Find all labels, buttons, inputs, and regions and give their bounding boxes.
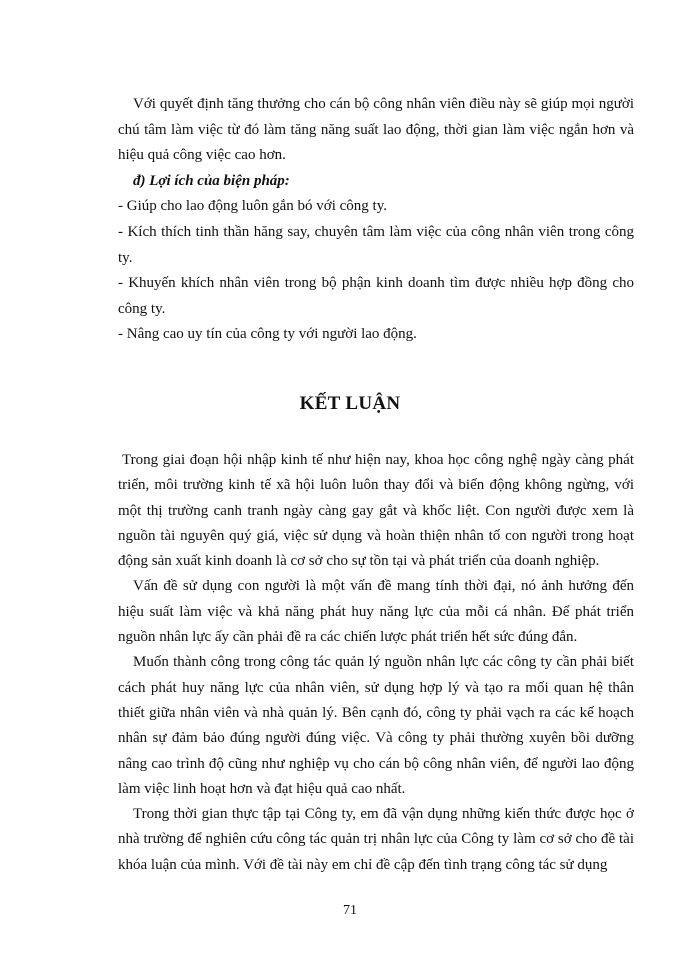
conclusion-title: KẾT LUẬN bbox=[299, 393, 401, 414]
conclusion-paragraph-2: Vấn đề sử dụng con người là một vấn đề mang tính thời đại, nó ảnh hưởng đến hiệu suất làm việc và khả năng phát huy năng lực của mỗi cá nhân. Để phát triển nguồn nhân lực ấy cần phải đề ra các chiến lược phát triển hết sức đúng đắn. bbox=[118, 578, 634, 646]
bullet-item-1: - Giúp cho lao động luôn gắn bó với công ty. bbox=[118, 198, 388, 215]
bullet-item-4: - Nâng cao uy tín của công ty với người lao động. bbox=[118, 326, 417, 343]
conclusion-paragraph-4: Trong thời gian thực tập tại Công ty, em đã vận dụng những kiến thức được học ở nhà trường để nghiên cứu công tác quản trị nhân lực của Công ty làm cơ sở cho đề tài khóa luận của mình. Với đề tài này em chỉ đề cập đến tình trạng công tác sử dụng bbox=[118, 806, 634, 873]
subheading-benefits: đ) Lợi ích của biện pháp: bbox=[133, 172, 290, 189]
paragraph-top-1: Với quyết định tăng thưởng cho cán bộ công nhân viên điều này sẽ giúp mọi người chú tâm làm việc từ đó làm tăng năng suất lao động, thời gian làm việc ngắn hơn và hiệu quả công việc cao hơn. bbox=[118, 96, 634, 164]
bullet-item-3: - Khuyến khích nhân viên trong bộ phận kinh doanh tìm được nhiều hợp đồng cho công ty. bbox=[118, 275, 634, 317]
page-number: 71 bbox=[343, 903, 357, 918]
conclusion-paragraph-1: Trong giai đoạn hội nhập kinh tế như hiện nay, khoa học công nghệ ngày càng phát triển, môi trường kinh tế xã hội luôn luôn thay đổi và biến động không ngừng, với một thị trường canh tranh ngày càng gay gắt và khốc liệt. Con người được xem là nguồn tài nguyên quý giá, việc sử dụng và hoàn thiện nhân tố con người trong hoạt động sản xuất kinh doanh là cơ sở cho sự tồn tại và phát triển của doanh nghiệp. bbox=[118, 452, 634, 570]
conclusion-paragraph-3: Muốn thành công trong công tác quản lý nguồn nhân lực các công ty cần phải biết cách phát huy năng lực của nhân viên, sử dụng hợp lý và tạo ra mối quan hệ thân thiết giữa nhân viên và nhà quản lý. Bên cạnh đó, công ty phải vạch ra các kế hoạch nhân sự đảm bảo đúng người đúng việc. Và công ty phải thường xuyên bồi dưỡng nâng cao trình độ cũng như nghiệp vụ cho cán bộ công nhân viên, để người lao động làm việc linh hoạt hơn và đạt hiệu quả cao nhất. bbox=[118, 654, 634, 797]
section-conclusion bbox=[118, 448, 634, 878]
section-top bbox=[118, 92, 634, 348]
bullet-item-2: - Kích thích tinh thần hăng say, chuyên tâm làm việc của công nhân viên trong công ty. bbox=[118, 223, 634, 266]
